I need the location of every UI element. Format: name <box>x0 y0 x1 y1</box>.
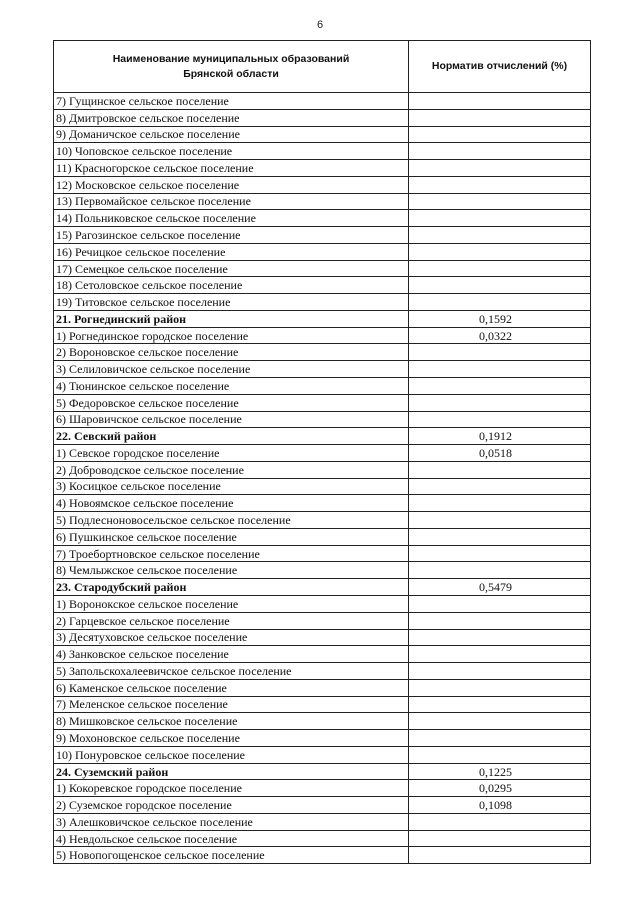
municipality-name-cell: 10) Чоповское сельское поселение <box>54 143 409 160</box>
municipality-name-cell: 2) Суземское городское поселение <box>54 797 409 814</box>
settlement-row <box>54 780 591 797</box>
municipality-name-cell: 3) Алешковичское сельское поселение <box>54 813 409 830</box>
municipality-name-cell: 22. Севский район <box>54 428 409 445</box>
municipality-name-cell: 5) Федоровское сельское поселение <box>54 394 409 411</box>
district-row <box>54 428 591 445</box>
settlement-row <box>54 344 591 361</box>
municipality-name-cell: 1) Кокоревское городское поселение <box>54 780 409 797</box>
municipality-name-cell: 8) Чемлыжское сельское поселение <box>54 562 409 579</box>
settlement-row <box>54 160 591 177</box>
municipality-name-cell: 7) Гущинское сельское поселение <box>54 93 409 110</box>
district-row <box>54 310 591 327</box>
settlement-row <box>54 797 591 814</box>
page-number: 6 <box>316 19 324 31</box>
norm-value-cell: 0,5479 <box>409 579 591 596</box>
municipality-name-cell: 7) Меленское сельское поселение <box>54 696 409 713</box>
municipality-name-cell: 5) Запольскохалеевичское сельское поселение <box>54 663 409 680</box>
settlement-row <box>54 730 591 747</box>
settlement-row <box>54 210 591 227</box>
district-row <box>54 579 591 596</box>
municipality-name-cell: 23. Стародубский район <box>54 579 409 596</box>
settlement-row <box>54 93 591 110</box>
municipality-name-cell: 1) Севское городское поселение <box>54 445 409 462</box>
municipality-name-cell: 21. Рогнединский район <box>54 310 409 327</box>
norm-value-cell <box>409 830 591 847</box>
settlement-row <box>54 646 591 663</box>
municipality-name-cell: 10) Понуровское сельское поселение <box>54 746 409 763</box>
municipality-name-cell: 16) Речицкое сельское поселение <box>54 243 409 260</box>
norm-value-cell <box>409 143 591 160</box>
settlement-row <box>54 277 591 294</box>
norm-value-cell <box>409 730 591 747</box>
settlement-row <box>54 696 591 713</box>
settlement-row <box>54 478 591 495</box>
norm-value-cell <box>409 813 591 830</box>
municipality-name-cell: 3) Селиловичское сельское поселение <box>54 361 409 378</box>
municipality-name-cell: 5) Подлесноновосельское сельское поселение <box>54 512 409 529</box>
municipality-name-cell: 8) Дмитровское сельское поселение <box>54 109 409 126</box>
settlement-row <box>54 361 591 378</box>
settlement-row <box>54 193 591 210</box>
norm-value-cell <box>409 344 591 361</box>
settlement-row <box>54 294 591 311</box>
settlement-row <box>54 227 591 244</box>
settlement-row <box>54 595 591 612</box>
municipality-name-cell: 15) Рагозинское сельское поселение <box>54 227 409 244</box>
norm-value-cell <box>409 126 591 143</box>
norm-value-cell <box>409 210 591 227</box>
norm-value-cell <box>409 713 591 730</box>
settlement-row <box>54 461 591 478</box>
municipality-name-cell: 2) Доброводское сельское поселение <box>54 461 409 478</box>
municipality-name-cell: 3) Косицкое сельское поселение <box>54 478 409 495</box>
municipality-name-cell: 14) Польниковское сельское поселение <box>54 210 409 227</box>
municipality-name-cell: 9) Доманичское сельское поселение <box>54 126 409 143</box>
settlement-row <box>54 445 591 462</box>
norm-value-cell <box>409 394 591 411</box>
municipality-column-header <box>54 41 409 93</box>
municipality-name-cell: 17) Семецкое сельское поселение <box>54 260 409 277</box>
settlement-row <box>54 545 591 562</box>
norm-value-cell: 0,1592 <box>409 310 591 327</box>
norm-value-cell <box>409 160 591 177</box>
norm-value-cell <box>409 679 591 696</box>
norm-value-cell <box>409 663 591 680</box>
norm-value-cell <box>409 696 591 713</box>
norm-value-cell <box>409 277 591 294</box>
settlement-row <box>54 394 591 411</box>
allocation-norms-table <box>53 40 591 864</box>
norm-value-cell <box>409 528 591 545</box>
municipality-name-cell: 1) Воронокское сельское поселение <box>54 595 409 612</box>
norm-value-cell <box>409 478 591 495</box>
municipality-name-cell: 2) Вороновское сельское поселение <box>54 344 409 361</box>
municipality-name-cell: 5) Новопогощенское сельское поселение <box>54 847 409 864</box>
settlement-row <box>54 327 591 344</box>
settlement-row <box>54 663 591 680</box>
norm-value-cell <box>409 193 591 210</box>
municipality-name-cell: 13) Первомайское сельское поселение <box>54 193 409 210</box>
settlement-row <box>54 629 591 646</box>
norm-value-cell <box>409 361 591 378</box>
table-header-row <box>54 41 591 93</box>
municipality-name-cell: 6) Шаровичское сельское поселение <box>54 411 409 428</box>
norm-value-cell: 0,1225 <box>409 763 591 780</box>
norm-column-header: Норматив отчислений (%) <box>409 41 591 93</box>
settlement-row <box>54 411 591 428</box>
norm-value-cell <box>409 109 591 126</box>
norm-value-cell: 0,0518 <box>409 445 591 462</box>
norm-value-cell <box>409 595 591 612</box>
settlement-row <box>54 176 591 193</box>
settlement-row <box>54 243 591 260</box>
settlement-row <box>54 813 591 830</box>
municipality-name-cell: 4) Новоямское сельское поселение <box>54 495 409 512</box>
norm-value-cell <box>409 545 591 562</box>
municipality-name-cell: 9) Мохоновское сельское поселение <box>54 730 409 747</box>
settlement-row <box>54 126 591 143</box>
norm-value-cell <box>409 629 591 646</box>
norm-value-cell <box>409 847 591 864</box>
norm-value-cell <box>409 243 591 260</box>
municipality-name-cell: 7) Троебортновское сельское поселение <box>54 545 409 562</box>
norm-value-cell <box>409 227 591 244</box>
municipality-header-line-1: Наименование муниципальных образований <box>112 52 350 65</box>
settlement-row <box>54 612 591 629</box>
municipality-name-cell: 4) Занковское сельское поселение <box>54 646 409 663</box>
settlement-row <box>54 495 591 512</box>
district-row <box>54 763 591 780</box>
settlement-row <box>54 378 591 395</box>
table-body <box>54 93 591 864</box>
norm-value-cell: 0,1098 <box>409 797 591 814</box>
settlement-row <box>54 746 591 763</box>
norm-value-cell <box>409 495 591 512</box>
municipality-name-cell: 6) Каменское сельское поселение <box>54 679 409 696</box>
norm-value-cell <box>409 461 591 478</box>
norm-value-cell <box>409 260 591 277</box>
municipality-name-cell: 4) Тюнинское сельское поселение <box>54 378 409 395</box>
settlement-row <box>54 512 591 529</box>
norm-value-cell <box>409 93 591 110</box>
municipality-name-cell: 19) Титовское сельское поселение <box>54 294 409 311</box>
municipality-name-cell: 11) Красногорское сельское поселение <box>54 160 409 177</box>
settlement-row <box>54 847 591 864</box>
settlement-row <box>54 260 591 277</box>
municipality-name-cell: 4) Невдольское сельское поселение <box>54 830 409 847</box>
municipality-name-cell: 1) Рогнединское городское поселение <box>54 327 409 344</box>
settlement-row <box>54 528 591 545</box>
municipality-header-line-2: Брянской области <box>183 67 279 80</box>
settlement-row <box>54 562 591 579</box>
norm-value-cell <box>409 646 591 663</box>
norm-value-cell <box>409 378 591 395</box>
municipality-name-cell: 8) Мишковское сельское поселение <box>54 713 409 730</box>
norm-value-cell <box>409 512 591 529</box>
norm-value-cell <box>409 411 591 428</box>
settlement-row <box>54 679 591 696</box>
norm-value-cell: 0,0295 <box>409 780 591 797</box>
municipality-name-cell: 3) Десятуховское сельское поселение <box>54 629 409 646</box>
municipality-name-cell: 24. Суземский район <box>54 763 409 780</box>
norm-value-cell: 0,0322 <box>409 327 591 344</box>
municipality-name-cell: 2) Гарцевское сельское поселение <box>54 612 409 629</box>
municipality-name-cell: 12) Московское сельское поселение <box>54 176 409 193</box>
settlement-row <box>54 830 591 847</box>
norm-value-cell: 0,1912 <box>409 428 591 445</box>
municipality-name-cell: 18) Сетоловское сельское поселение <box>54 277 409 294</box>
municipality-name-cell: 6) Пушкинское сельское поселение <box>54 528 409 545</box>
settlement-row <box>54 143 591 160</box>
norm-value-cell <box>409 294 591 311</box>
settlement-row <box>54 713 591 730</box>
norm-value-cell <box>409 176 591 193</box>
settlement-row <box>54 109 591 126</box>
norm-value-cell <box>409 612 591 629</box>
norm-value-cell <box>409 562 591 579</box>
norm-value-cell <box>409 746 591 763</box>
